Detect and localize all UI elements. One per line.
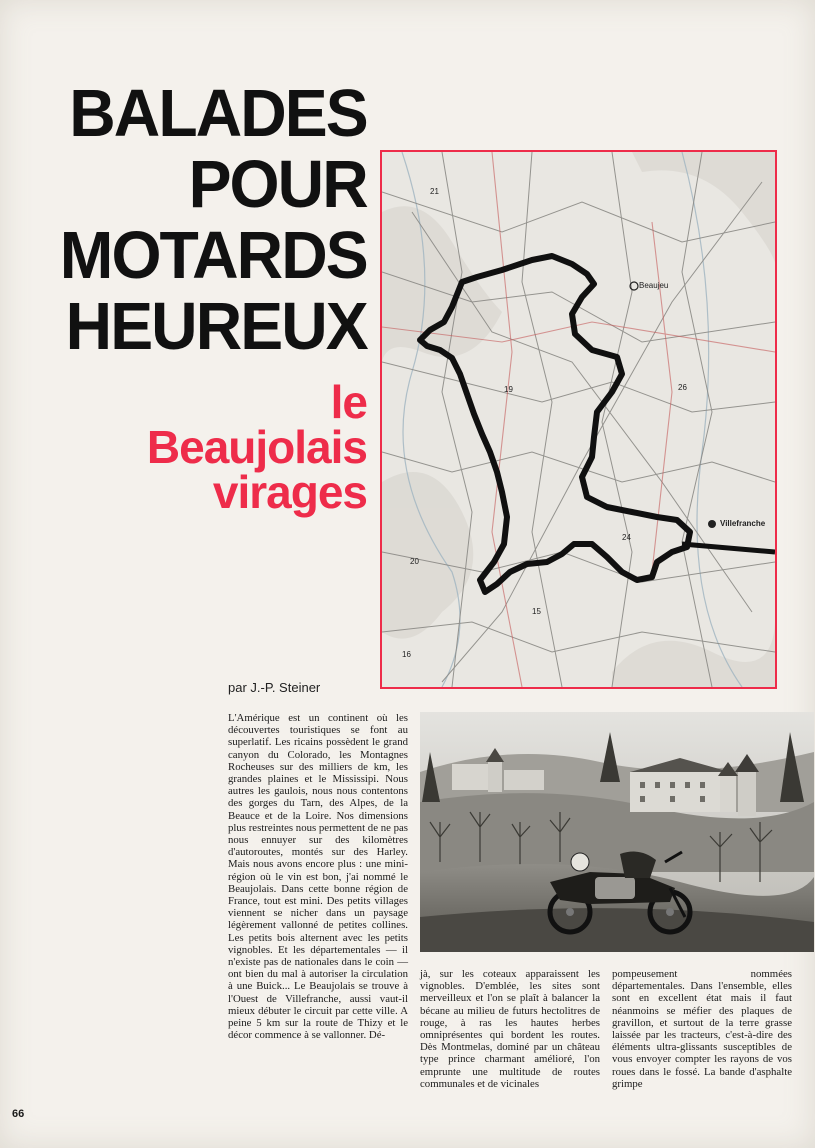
map-road-15: 15 — [532, 607, 541, 616]
map-label-beaujeu: Beaujeu — [639, 281, 669, 290]
route-map — [380, 150, 777, 689]
headline-line: BALADES — [69, 76, 368, 151]
headline-line: POUR — [188, 147, 367, 222]
motorcycle-photo — [420, 712, 814, 952]
subhead-line: Beaujolais — [146, 421, 367, 473]
map-road-24: 24 — [622, 533, 631, 542]
headline-line: HEUREUX — [65, 289, 367, 364]
map-road-20: 20 — [410, 557, 419, 566]
article-column-1: L'Amérique est un continent où les découvertes touristiques se font au superlatif. Les ricains possèdent le grand canyon du Colorado, les Montagnes Rocheuses sur des milliers de km, les grandes plaines et le Mississipi. Nous autres les gaulois, nous nous contentons des gorges du Tarn, des Alpes, de la Beauce et de la Loire. Nos dimensions plus restreintes nous permettent de ne pas nous ennuyer sur des kilomètres d'autoroutes, montés sur des Harley. Mais nous avons encore plus : une mini-région où le vin est bon, j'ai nommé le Beaujolais. Dans cette bonne région de France, tout est mini. Des petits villages viennent se nicher dans un paysage légèrement vallonné de petites collines. Les petits bois alternent avec les petits vignobles. Et les départementales — il n'existe pas de nationales dans le coin — ont bien du mal à autoriser la circulation à une Buick... Le Beaujolais se trouve à l'Ouest de Villefranche, aussi vaut-il mieux débuter le circuit par cette ville. A peine 5 km sur la route de Thizy et le décor commence à se vallonner. Dé- — [228, 712, 408, 1042]
map-road-21: 21 — [430, 187, 439, 196]
article-subhead — [146, 376, 367, 518]
article-column-2: jà, sur les coteaux apparaissent les vignobles. D'emblée, les sites sont merveilleux et l'on se plaît à balancer la bécane au milieu de futurs hectolitres de rouge, à ras les hautes herbes omniprésentes qui bordent les routes. Dès Montmelas, dominé par un château type prince charmant amélioré, l'on emprunte une multitude de routes communales et de vicinales — [420, 968, 600, 1090]
map-road-16: 16 — [402, 650, 411, 659]
article-headline — [47, 78, 367, 362]
map-road-19: 19 — [504, 385, 513, 394]
subhead-line: le — [330, 376, 367, 428]
byline: par J.-P. Steiner — [228, 680, 321, 695]
map-graphic — [382, 152, 775, 687]
headline-line: MOTARDS — [60, 218, 367, 293]
map-label-villefranche: Villefranche — [720, 519, 766, 528]
subhead-line: virages — [212, 466, 367, 518]
page-number: 66 — [12, 1108, 25, 1120]
article-column-3: pompeusement nommées départementales. Dans l'ensemble, elles sont en excellent état mais il faut néanmoins se méfier des plaques de gravillon, et surtout de la terre grasse laissée par les tracteurs, c'est-à-dire des éléments ultra-glissants susceptibles de vous envoyer compter les rayons de vos roues dans le fossé. La bande d'asphalte grimpe — [612, 968, 792, 1090]
photo-graphic — [420, 712, 814, 952]
map-road-26: 26 — [678, 383, 687, 392]
